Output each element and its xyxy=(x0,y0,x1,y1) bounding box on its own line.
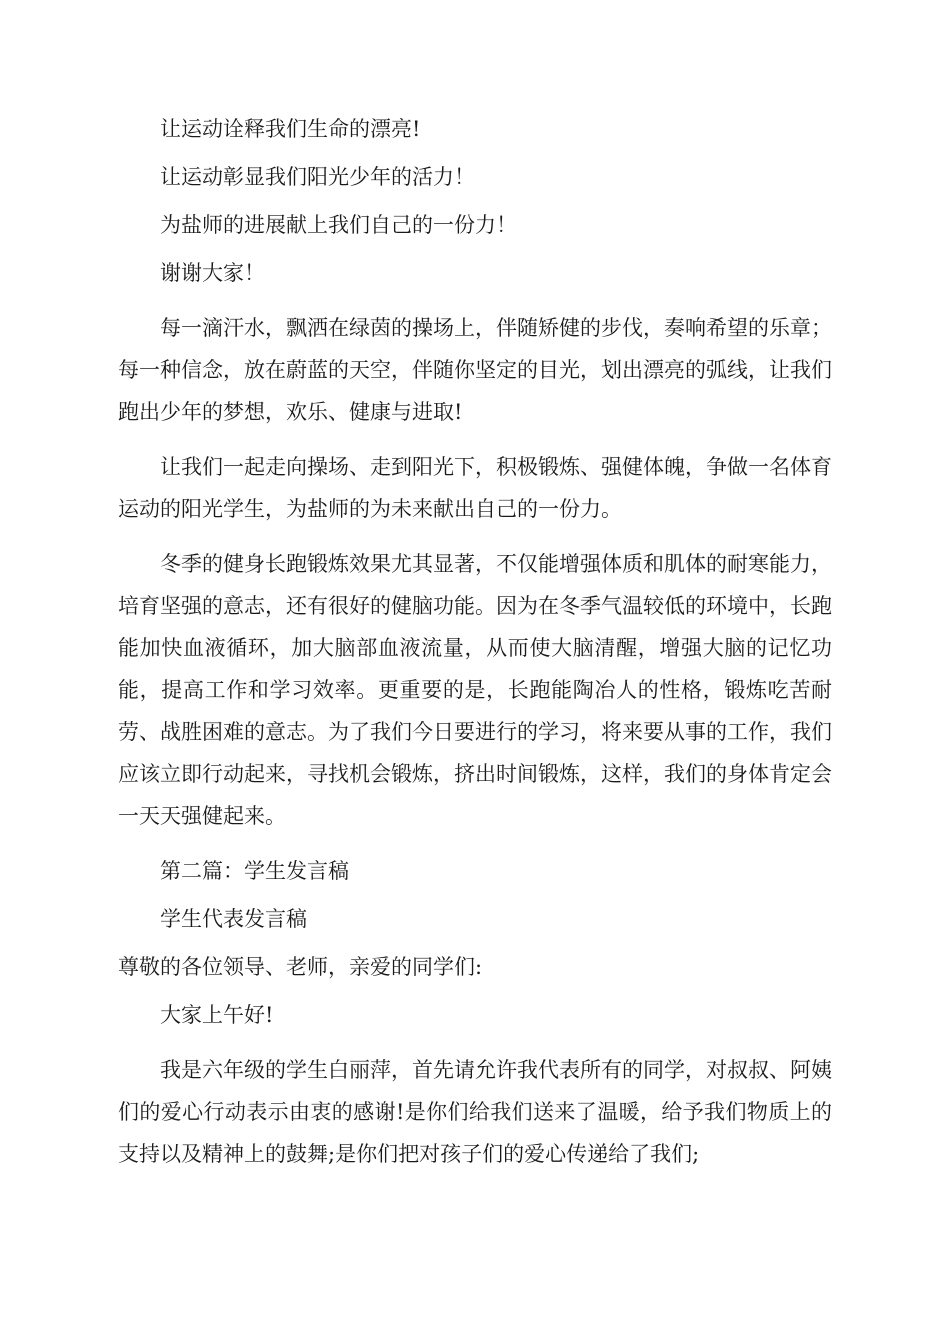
paragraph-3: 为盐师的进展献上我们自己的一份力！ xyxy=(160,213,517,237)
paragraph-7: 冬季的健身长跑锻炼效果尤其显著，不仅能增强体质和肌体的耐寒能力，培育坚强的意志，还有很好的健脑功能。因为在冬季气温较低的环境中，长跑能加快血液循环，加大脑部血液流量，从而使大脑清醒，增强大脑的记忆功能，提高工作和学习效率。更重要的是，长跑能陶冶人的性格，锻炼吃苦耐劳、战胜困难的意志。为了我们今日要进行的学习，将来要从事的工作，我们应该立即行动起来，寻找机会锻炼，挤出时间锻炼，这样，我们的身体肯定会一天天强健起来。 xyxy=(118,552,832,828)
greeting: 大家上午好! xyxy=(160,1003,274,1027)
paragraph-4: 谢谢大家！ xyxy=(160,261,265,285)
document-body xyxy=(118,108,832,1175)
paragraph-6: 让我们一起走向操场、走到阳光下，积极锻炼、强健体魄，争做一名体育运动的阳光学生，为盐师的为未来献出自己的一份力。 xyxy=(118,455,832,521)
paragraph-12: 我是六年级的学生白丽萍，首先请允许我代表所有的同学，对叔叔、阿姨们的爱心行动表示由衷的感谢!是你们给我们送来了温暖，给予我们物质上的支持以及精神上的鼓舞;是你们把对孩子们的爱心传递给了我们; xyxy=(118,1058,832,1166)
paragraph-2: 让运动彰显我们阳光少年的活力！ xyxy=(160,165,475,189)
paragraph-5: 每一滴汗水，飘洒在绿茵的操场上，伴随矫健的步伐，奏响希望的乐章；每一种信念，放在蔚蓝的天空，伴随你坚定的目光，划出漂亮的弧线，让我们跑出少年的梦想，欢乐、健康与进取! xyxy=(118,316,832,424)
salutation: 尊敬的各位领导、老师，亲爱的同学们: xyxy=(118,955,483,979)
paragraph-1: 让运动诠释我们生命的漂亮! xyxy=(160,117,421,141)
speech-title: 学生代表发言稿 xyxy=(160,907,307,931)
section-heading: 第二篇：学生发言稿 xyxy=(160,859,349,883)
